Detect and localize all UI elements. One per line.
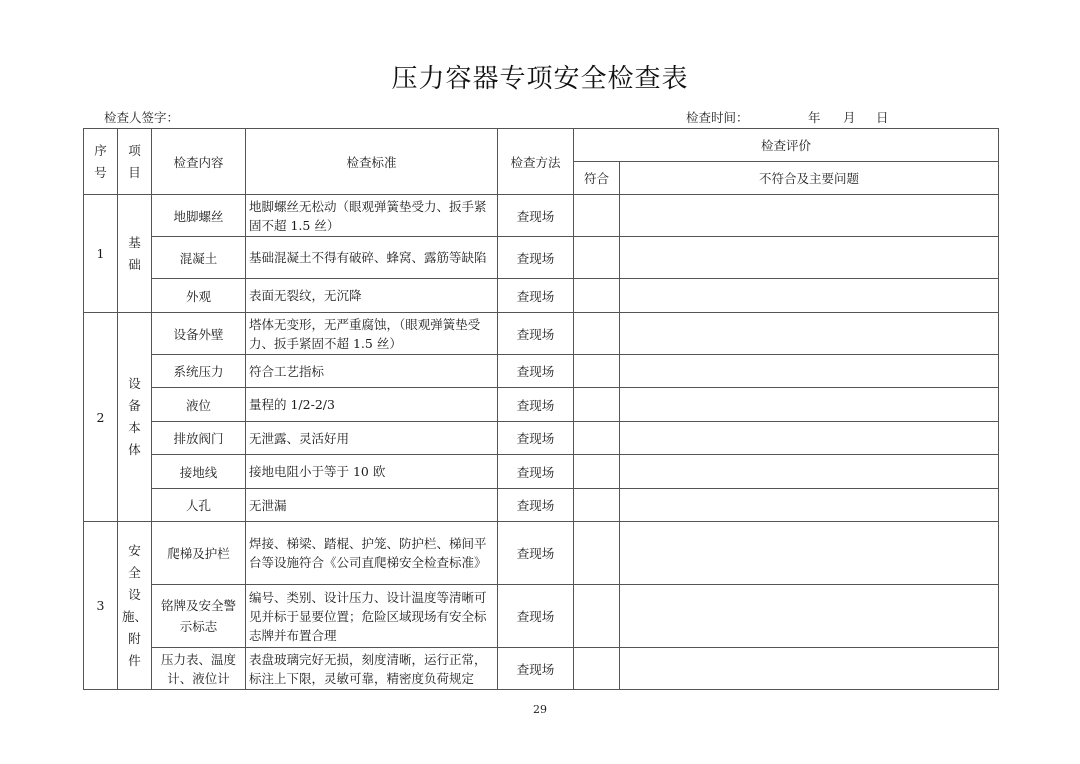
check-standard: 基础混凝土不得有破碎、蜂窝、露筋等缺陷: [246, 237, 498, 279]
header-conform: 符合: [574, 162, 620, 195]
conform-cell[interactable]: [574, 388, 620, 422]
table-row: [84, 195, 999, 237]
group-item: 基 础: [118, 195, 152, 313]
check-method: 查现场: [498, 489, 574, 522]
nonconform-cell[interactable]: [620, 279, 999, 313]
group-no: 3: [84, 522, 118, 690]
check-method: 查现场: [498, 585, 574, 648]
check-standard: 塔体无变形，无严重腐蚀，（眼观弹簧垫受力、扳手紧固不超 1.5 丝）: [246, 313, 498, 355]
nonconform-cell[interactable]: [620, 195, 999, 237]
nonconform-cell[interactable]: [620, 388, 999, 422]
conform-cell[interactable]: [574, 522, 620, 585]
check-content: 铭牌及安全警示标志: [152, 585, 246, 648]
check-content: 外观: [152, 279, 246, 313]
header-nonconform: 不符合及主要问题: [620, 162, 999, 195]
check-standard: 表面无裂纹，无沉降: [246, 279, 498, 313]
conform-cell[interactable]: [574, 422, 620, 455]
check-method: 查现场: [498, 195, 574, 237]
header-no: 序 号: [84, 129, 118, 195]
check-standard: 量程的 1/2-2/3: [246, 388, 498, 422]
check-method: 查现场: [498, 279, 574, 313]
inspector-signature-label: 检查人签字：: [104, 110, 180, 125]
conform-cell[interactable]: [574, 648, 620, 690]
group-item: 设 备 本 体: [118, 313, 152, 522]
table-row: [84, 522, 999, 585]
table-row: [84, 489, 999, 522]
group-item: 安 全 设 施、 附 件: [118, 522, 152, 690]
year-label: 年: [808, 110, 821, 125]
table-row: [84, 237, 999, 279]
conform-cell[interactable]: [574, 585, 620, 648]
check-method: 查现场: [498, 422, 574, 455]
check-content: 接地线: [152, 455, 246, 489]
check-content: 设备外壁: [152, 313, 246, 355]
group-no: 2: [84, 313, 118, 522]
check-method: 查现场: [498, 313, 574, 355]
check-content: 人孔: [152, 489, 246, 522]
check-method: 查现场: [498, 648, 574, 690]
conform-cell[interactable]: [574, 195, 620, 237]
check-method: 查现场: [498, 237, 574, 279]
check-standard: 无泄露、灵活好用: [246, 422, 498, 455]
nonconform-cell[interactable]: [620, 313, 999, 355]
check-standard: 表盘玻璃完好无损，刻度清晰，运行正常，标注上下限，灵敏可靠，精密度负荷规定: [246, 648, 498, 690]
header-standard: 检查标准: [246, 129, 498, 195]
table-row: [84, 422, 999, 455]
check-content: 地脚螺丝: [152, 195, 246, 237]
nonconform-cell[interactable]: [620, 648, 999, 690]
day-label: 日: [876, 110, 889, 125]
check-standard: 符合工艺指标: [246, 355, 498, 388]
check-standard: 地脚螺丝无松动（眼观弹簧垫受力、扳手紧固不超 1.5 丝）: [246, 195, 498, 237]
table-row: [84, 648, 999, 690]
check-standard: 无泄漏: [246, 489, 498, 522]
conform-cell[interactable]: [574, 489, 620, 522]
nonconform-cell[interactable]: [620, 585, 999, 648]
inspection-table: [83, 128, 999, 690]
conform-cell[interactable]: [574, 313, 620, 355]
conform-cell[interactable]: [574, 279, 620, 313]
check-standard: 焊接、梯梁、踏棍、护笼、防护栏、梯间平台等设施符合《公司直爬梯安全检查标准》: [246, 522, 498, 585]
conform-cell[interactable]: [574, 455, 620, 489]
check-content: 混凝土: [152, 237, 246, 279]
table-row: [84, 355, 999, 388]
nonconform-cell[interactable]: [620, 237, 999, 279]
check-content: 液位: [152, 388, 246, 422]
conform-cell[interactable]: [574, 355, 620, 388]
table-row: [84, 279, 999, 313]
check-method: 查现场: [498, 355, 574, 388]
header-content: 检查内容: [152, 129, 246, 195]
page-number: 29: [533, 703, 547, 716]
month-label: 月: [843, 110, 856, 125]
nonconform-cell[interactable]: [620, 455, 999, 489]
check-standard: 接地电阻小于等于 10 欧: [246, 455, 498, 489]
header-evaluation: 检查评价: [574, 129, 999, 162]
page-title: 压力容器专项安全检查表: [391, 64, 689, 94]
group-no: 1: [84, 195, 118, 313]
check-content: 爬梯及护栏: [152, 522, 246, 585]
nonconform-cell[interactable]: [620, 355, 999, 388]
check-content: 系统压力: [152, 355, 246, 388]
nonconform-cell[interactable]: [620, 489, 999, 522]
nonconform-cell[interactable]: [620, 422, 999, 455]
conform-cell[interactable]: [574, 237, 620, 279]
header-item: 项 目: [118, 129, 152, 195]
check-standard: 编号、类别、设计压力、设计温度等清晰可见并标于显要位置；危险区域现场有安全标志牌并布置合理: [246, 585, 498, 648]
header-method: 检查方法: [498, 129, 574, 195]
table-row: [84, 313, 999, 355]
check-time-label: 检查时间：: [686, 110, 749, 125]
check-content: 排放阀门: [152, 422, 246, 455]
table-row: [84, 388, 999, 422]
check-content: 压力表、温度计、液位计: [152, 648, 246, 690]
table-row: [84, 585, 999, 648]
nonconform-cell[interactable]: [620, 522, 999, 585]
table-row: [84, 455, 999, 489]
check-method: 查现场: [498, 455, 574, 489]
check-method: 查现场: [498, 522, 574, 585]
check-method: 查现场: [498, 388, 574, 422]
